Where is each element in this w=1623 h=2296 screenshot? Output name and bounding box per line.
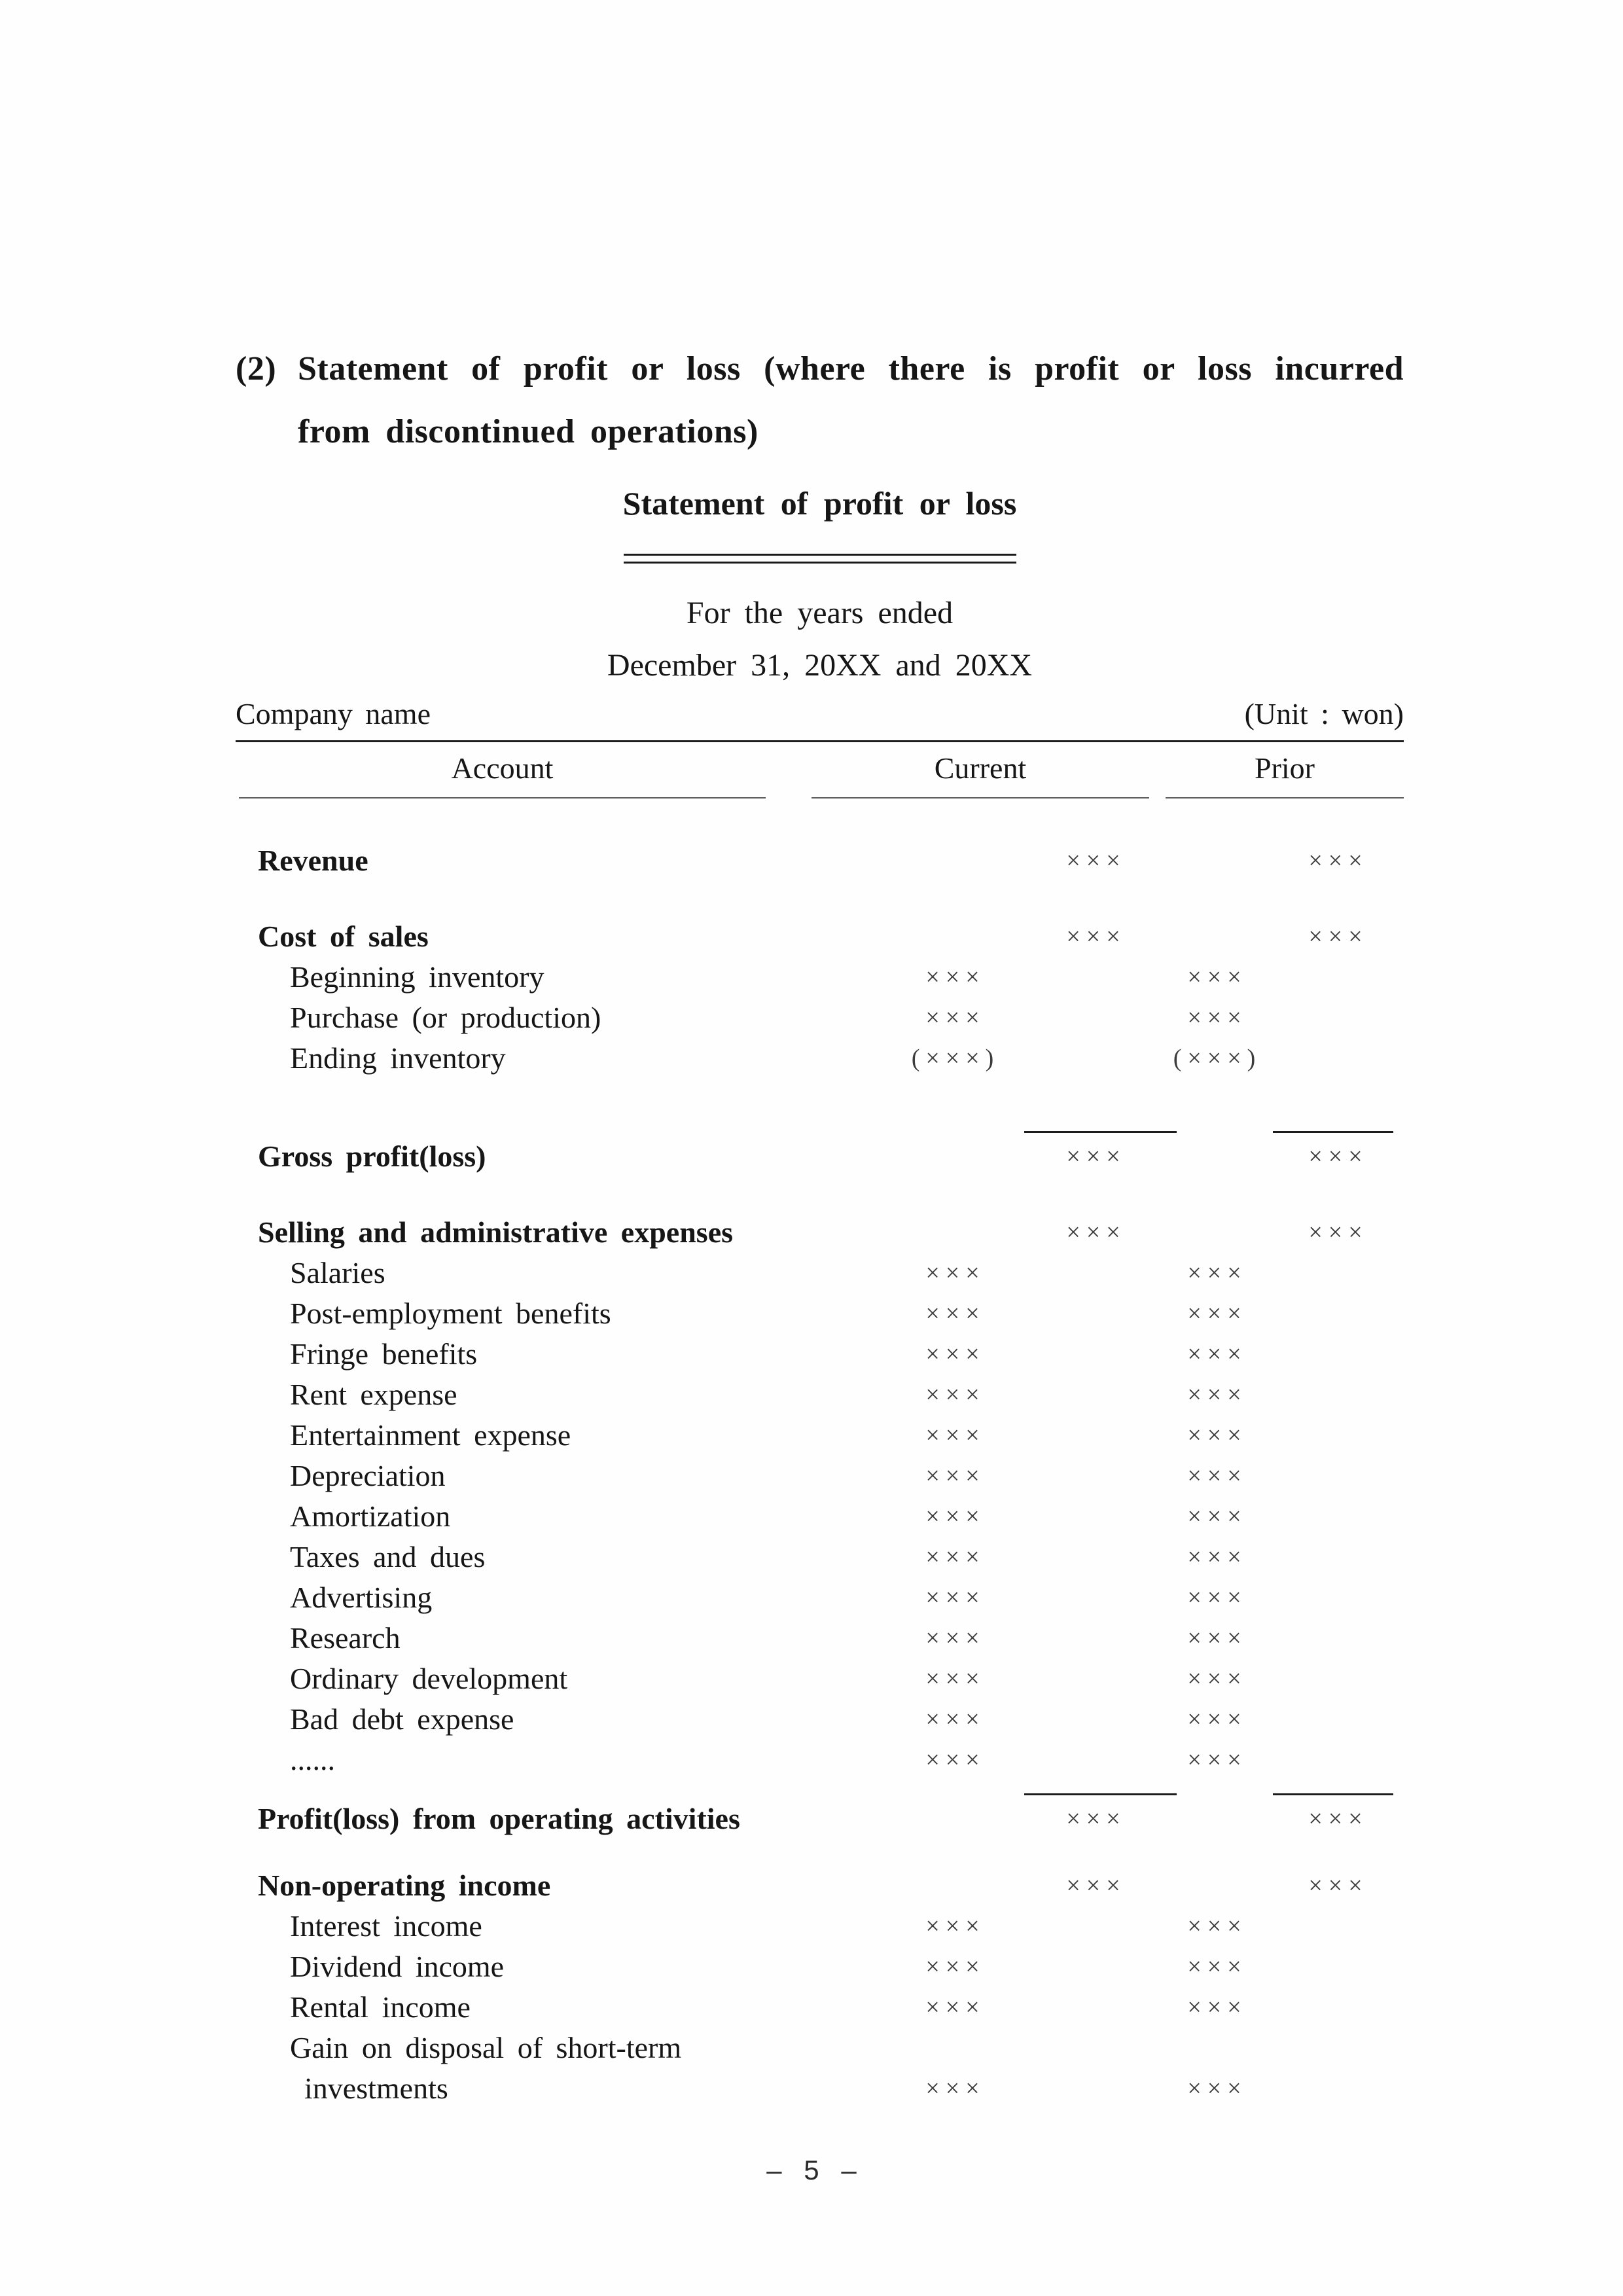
amount-prior-detail	[1162, 1865, 1273, 1906]
amount-current-detail: ×××	[925, 1259, 986, 1287]
account-label: Rent expense	[290, 1378, 457, 1411]
amount-current-total: ×××	[1066, 1219, 1126, 1246]
company-unit-row	[236, 697, 1404, 742]
amount-prior-total: ×××	[1308, 1872, 1368, 1899]
table-row	[236, 840, 1404, 881]
amount-current-detail: (×××)	[911, 1045, 1000, 1072]
amount-current-detail	[880, 1865, 1031, 1906]
title-double-rule	[624, 554, 1016, 564]
amount-prior-total	[1273, 1906, 1404, 1946]
amount-prior-total	[1273, 1537, 1404, 1577]
amount-current-detail: ×××	[925, 1422, 986, 1449]
table-row	[236, 1906, 1404, 1946]
amount-prior-detail: ×××	[1187, 1706, 1247, 1733]
amount-prior-total	[1273, 2068, 1404, 2109]
account-label: Fringe benefits	[290, 1337, 478, 1371]
section-heading-line2: from discontinued operations)	[298, 413, 758, 450]
amount-current-total	[1031, 997, 1162, 1038]
account-label: Purchase (or production)	[290, 1001, 601, 1034]
amount-current-detail: ×××	[925, 2075, 986, 2102]
section-number: (2)	[236, 350, 277, 387]
section-heading	[236, 0, 1404, 463]
table-row	[236, 1699, 1404, 1740]
table-row	[236, 2068, 1404, 2109]
amount-prior-total	[1273, 1038, 1404, 1079]
amount-current-detail: ×××	[925, 1624, 986, 1652]
account-label: Interest income	[290, 1909, 482, 1943]
amount-prior-total: ×××	[1308, 1805, 1368, 1833]
amount-prior-detail: ×××	[1187, 1543, 1247, 1571]
amount-prior-total	[1273, 1740, 1404, 1780]
account-label: Ending inventory	[290, 1041, 506, 1075]
page-content	[236, 0, 1404, 2109]
section-heading-text	[298, 338, 1404, 463]
amount-current-total	[1031, 1577, 1162, 1618]
table-row	[236, 1946, 1404, 1987]
amount-current-total	[1031, 2068, 1162, 2109]
amount-current-detail	[880, 1799, 1031, 1839]
amount-prior-total	[1273, 1987, 1404, 2028]
table-row	[236, 1456, 1404, 1496]
amount-current-total: ×××	[1066, 1143, 1126, 1170]
amount-current-detail: ×××	[925, 1381, 986, 1408]
account-label: Gain on disposal of short-term	[290, 2031, 682, 2064]
table-row	[236, 1659, 1404, 1699]
table-row	[236, 1293, 1404, 1334]
amount-current-total	[1031, 1537, 1162, 1577]
amount-current-detail	[880, 1136, 1031, 1177]
amount-current-detail: ×××	[925, 1994, 986, 2021]
table-row	[236, 1415, 1404, 1456]
account-label: Ordinary development	[290, 1662, 568, 1695]
totals-rule-row	[236, 1793, 1404, 1797]
amount-current-total	[1031, 1456, 1162, 1496]
subtitle-line2: December 31, 20XX and 20XX	[607, 648, 1033, 683]
amount-current-detail: ×××	[925, 1543, 986, 1571]
totals-rule-row	[236, 1131, 1404, 1135]
amount-current-total	[1031, 1906, 1162, 1946]
amount-prior-total	[1273, 1456, 1404, 1496]
amount-current-total	[1031, 1374, 1162, 1415]
table-row	[236, 997, 1404, 1038]
column-header-prior: Prior	[1166, 742, 1404, 798]
amount-current-detail: ×××	[925, 1746, 986, 1774]
account-label: Taxes and dues	[290, 1540, 486, 1573]
amount-prior-total	[1273, 1699, 1404, 1740]
table-row	[236, 1865, 1404, 1906]
amount-prior-detail: ×××	[1187, 1746, 1247, 1774]
amount-current-detail	[880, 916, 1031, 957]
account-label: Post-employment benefits	[290, 1297, 611, 1330]
amount-prior-total	[1273, 1577, 1404, 1618]
amount-prior-detail: ×××	[1187, 1300, 1247, 1327]
amount-current-detail: ×××	[925, 1503, 986, 1530]
account-label: investments	[304, 2072, 448, 2105]
amount-current-total	[1031, 1038, 1162, 1079]
amount-current-detail: ×××	[925, 963, 986, 991]
amount-prior-detail: ×××	[1187, 1584, 1247, 1611]
company-name-label: Company name	[236, 697, 431, 730]
amount-current-total	[1031, 1659, 1162, 1699]
statement-subtitle	[236, 587, 1404, 692]
amount-current-detail: ×××	[925, 1912, 986, 1940]
table-row	[236, 1212, 1404, 1253]
table-row	[236, 1618, 1404, 1659]
account-label: Selling and administrative expenses	[258, 1215, 734, 1249]
table-row	[236, 1740, 1404, 1780]
column-header-current: Current	[812, 742, 1149, 798]
amount-current-total	[1031, 1334, 1162, 1374]
amount-prior-detail: ×××	[1187, 1259, 1247, 1287]
account-label: Entertainment expense	[290, 1418, 571, 1452]
table-row	[236, 916, 1404, 957]
table-row	[236, 2028, 1404, 2068]
amount-prior-detail: ×××	[1187, 1462, 1247, 1490]
amount-prior-detail: ×××	[1187, 1422, 1247, 1449]
amount-prior-total	[1273, 1618, 1404, 1659]
amount-prior-total	[1273, 2028, 1404, 2068]
amount-current-total	[1031, 1740, 1162, 1780]
amount-prior-total	[1273, 1946, 1404, 1987]
account-label: Gross profit(loss)	[258, 1139, 486, 1173]
amount-prior-detail: ×××	[1187, 1665, 1247, 1693]
column-header-account: Account	[239, 742, 766, 798]
amount-prior-total	[1273, 1293, 1404, 1334]
amount-current-detail: ×××	[925, 1706, 986, 1733]
amount-prior-total	[1273, 997, 1404, 1038]
prior-total-rule	[1273, 1793, 1393, 1795]
amount-current-detail: ×××	[925, 1340, 986, 1368]
table-row	[236, 1136, 1404, 1177]
amount-prior-detail	[1162, 2028, 1273, 2068]
account-label: Cost of sales	[258, 920, 429, 953]
amount-current-total	[1031, 1293, 1162, 1334]
amount-prior-detail: ×××	[1187, 1953, 1247, 1981]
amount-current-total: ×××	[1066, 1805, 1126, 1833]
amount-current-detail: ×××	[925, 1953, 986, 1981]
amount-current-total	[1031, 1946, 1162, 1987]
section-heading-line1: Statement of profit or loss (where there is profit or loss incurred	[298, 350, 1404, 387]
account-label: Beginning inventory	[290, 960, 544, 994]
amount-current-total	[1031, 957, 1162, 997]
amount-current-total: ×××	[1066, 847, 1126, 874]
amount-current-total	[1031, 1496, 1162, 1537]
amount-prior-detail	[1162, 916, 1273, 957]
amount-prior-total: ×××	[1308, 1219, 1368, 1246]
amount-prior-detail	[1162, 840, 1273, 881]
amount-current-total	[1031, 1987, 1162, 2028]
current-total-rule	[1024, 1131, 1177, 1133]
amount-current-detail	[880, 840, 1031, 881]
account-label: Advertising	[290, 1581, 433, 1614]
statement-title: Statement of profit or loss	[622, 485, 1017, 522]
amount-prior-total	[1273, 1659, 1404, 1699]
amount-prior-detail: ×××	[1187, 1912, 1247, 1940]
amount-current-total	[1031, 1415, 1162, 1456]
amount-prior-total: ×××	[1308, 1143, 1368, 1170]
table-row	[236, 957, 1404, 997]
amount-current-total: ×××	[1066, 923, 1126, 950]
amount-prior-total	[1273, 957, 1404, 997]
amount-current-total: ×××	[1066, 1872, 1126, 1899]
account-label: Non-operating income	[258, 1869, 551, 1902]
amount-prior-detail: ×××	[1187, 1381, 1247, 1408]
amount-current-total	[1031, 1618, 1162, 1659]
table-row	[236, 1496, 1404, 1537]
account-label: Research	[290, 1621, 401, 1655]
amount-prior-detail	[1162, 1136, 1273, 1177]
amount-prior-total	[1273, 1253, 1404, 1293]
account-label: Rental income	[290, 1990, 471, 2024]
table-row	[236, 1987, 1404, 2028]
table-row	[236, 1577, 1404, 1618]
amount-prior-detail	[1162, 1212, 1273, 1253]
table-row	[236, 1334, 1404, 1374]
amount-prior-total: ×××	[1308, 847, 1368, 874]
amount-prior-detail: ×××	[1187, 1503, 1247, 1530]
amount-current-detail: ×××	[925, 1004, 986, 1031]
amount-prior-detail: ×××	[1187, 1340, 1247, 1368]
table-row	[236, 1537, 1404, 1577]
amount-current-detail: ×××	[925, 1584, 986, 1611]
account-label: Salaries	[290, 1256, 385, 1289]
amount-prior-detail: (×××)	[1173, 1045, 1262, 1072]
amount-prior-total: ×××	[1308, 923, 1368, 950]
account-label: Amortization	[290, 1499, 451, 1533]
amount-prior-detail	[1162, 1799, 1273, 1839]
amount-current-detail	[880, 1212, 1031, 1253]
amount-prior-detail: ×××	[1187, 1994, 1247, 2021]
amount-current-detail: ×××	[925, 1300, 986, 1327]
amount-current-total	[1031, 1253, 1162, 1293]
amount-current-detail: ×××	[925, 1665, 986, 1693]
amount-prior-detail: ×××	[1187, 963, 1247, 991]
amount-current-total	[1031, 2028, 1162, 2068]
current-total-rule	[1024, 1793, 1177, 1795]
amount-prior-total	[1273, 1334, 1404, 1374]
unit-label: (Unit : won)	[1244, 697, 1404, 730]
amount-current-detail	[880, 2028, 1031, 2068]
table-column-headers	[236, 742, 1404, 808]
amount-prior-total	[1273, 1415, 1404, 1456]
table-row	[236, 1038, 1404, 1079]
table-row	[236, 1374, 1404, 1415]
account-label: Profit(loss) from operating activities	[258, 1802, 740, 1835]
table-row	[236, 1253, 1404, 1293]
amount-prior-total	[1273, 1374, 1404, 1415]
prior-total-rule	[1273, 1131, 1393, 1133]
table-row	[236, 1799, 1404, 1839]
amount-prior-detail: ×××	[1187, 1004, 1247, 1031]
amount-current-detail: ×××	[925, 1462, 986, 1490]
subtitle-line1: For the years ended	[686, 596, 954, 630]
account-label: Bad debt expense	[290, 1702, 514, 1736]
page-number: – 5 –	[766, 2155, 857, 2185]
account-label: ......	[290, 1743, 335, 1776]
amount-current-total	[1031, 1699, 1162, 1740]
account-label: Dividend income	[290, 1950, 505, 1983]
amount-prior-detail: ×××	[1187, 1624, 1247, 1652]
amount-prior-detail: ×××	[1187, 2075, 1247, 2102]
account-label: Revenue	[258, 844, 368, 877]
amount-prior-total	[1273, 1496, 1404, 1537]
account-label: Depreciation	[290, 1459, 446, 1492]
